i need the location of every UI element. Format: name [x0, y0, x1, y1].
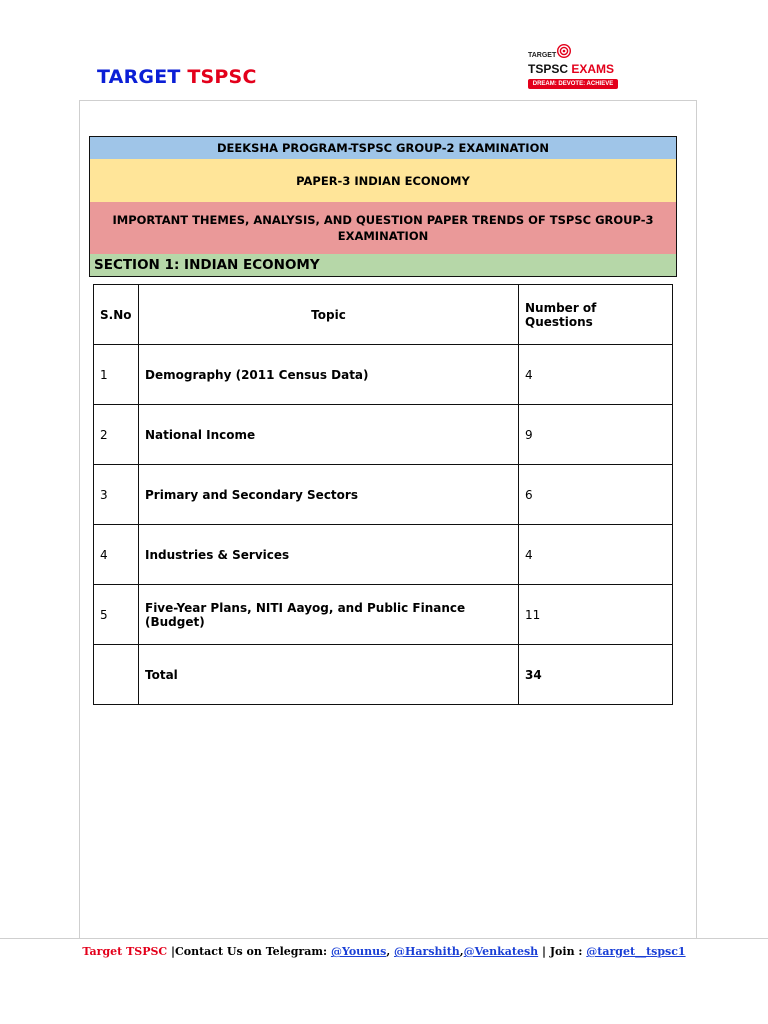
row-count: 4 [519, 525, 673, 585]
row-topic: National Income [139, 405, 519, 465]
section-title: SECTION 1: INDIAN ECONOMY [89, 254, 677, 277]
row-sno: 1 [94, 345, 139, 405]
logo-target-text: TARGET [528, 52, 557, 59]
total-row [94, 645, 673, 705]
row-sno: 5 [94, 585, 139, 645]
brand-title-part2: TSPSC [187, 66, 257, 88]
table-row [94, 585, 673, 645]
row-sno: 2 [94, 405, 139, 465]
brand-title [97, 66, 257, 88]
footer-contact: |Contact Us on Telegram: [167, 945, 331, 958]
table-header-row [94, 285, 673, 345]
table-row [94, 465, 673, 525]
row-topic: Demography (2011 Census Data) [139, 345, 519, 405]
footer [0, 938, 768, 958]
row-count: 9 [519, 405, 673, 465]
header-sno: S.No [94, 285, 139, 345]
footer-brand: Target TSPSC [82, 945, 168, 958]
footer-join: | Join : [538, 945, 587, 958]
questions-table [93, 284, 673, 705]
logo-tagline: DREAM: DEVOTE: ACHIEVE [528, 79, 618, 89]
row-count: 11 [519, 585, 673, 645]
table-row [94, 405, 673, 465]
total-label: Total [139, 645, 519, 705]
table-row [94, 345, 673, 405]
header-count: Number of Questions [519, 285, 673, 345]
telegram-link-younus[interactable]: @Younus [330, 945, 387, 958]
paper-title: PAPER-3 INDIAN ECONOMY [89, 159, 677, 202]
footer-sep: , [459, 945, 464, 958]
header-topic: Topic [139, 285, 519, 345]
row-topic: Primary and Secondary Sectors [139, 465, 519, 525]
telegram-link-harshith[interactable]: @Harshith [394, 945, 460, 958]
themes-title: IMPORTANT THEMES, ANALYSIS, AND QUESTION PAPER TRENDS OF TSPSC GROUP-3 EXAMINATION [89, 202, 677, 254]
telegram-link-channel[interactable]: @target__tspsc1 [586, 945, 686, 958]
footer-sep: , [386, 945, 395, 958]
total-value: 34 [519, 645, 673, 705]
telegram-link-venkatesh[interactable]: @Venkatesh [463, 945, 539, 958]
row-topic: Five-Year Plans, NITI Aayog, and Public Finance (Budget) [139, 585, 519, 645]
row-count: 4 [519, 345, 673, 405]
row-topic: Industries & Services [139, 525, 519, 585]
program-title: DEEKSHA PROGRAM-TSPSC GROUP-2 EXAMINATION [89, 136, 677, 159]
logo-main-dark: TSPSC [528, 62, 569, 76]
row-sno: 3 [94, 465, 139, 525]
row-sno: 4 [94, 525, 139, 585]
logo-main-red: EXAMS [571, 62, 615, 76]
logo-main-text [528, 62, 614, 76]
row-count: 6 [519, 465, 673, 525]
tspsc-exams-logo [528, 44, 628, 92]
target-icon [557, 44, 571, 58]
brand-title-part1: TARGET [97, 66, 181, 88]
total-sno-empty [94, 645, 139, 705]
table-row [94, 525, 673, 585]
